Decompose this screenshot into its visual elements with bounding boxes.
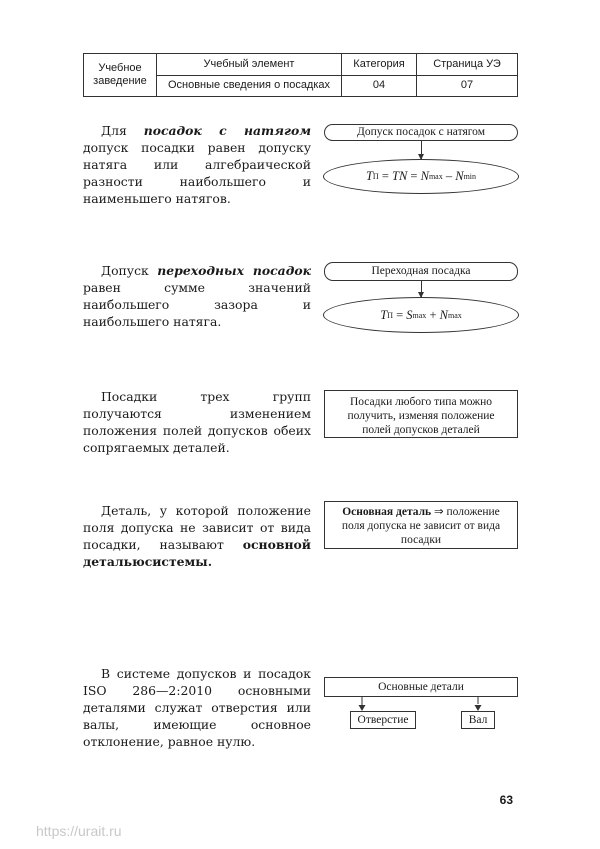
section4-term: основной детальюсистемы. [83,537,311,569]
category-label: Категория [342,54,417,76]
institution-cell: Учебное заведение [84,54,157,97]
section5-child-shaft: Вал [461,711,495,729]
watermark: https://urait.ru [36,823,122,839]
section5-child-hole: Отверстие [350,711,416,729]
page-number: 63 [499,793,513,807]
page-label: Страница УЭ [417,54,518,76]
section2-box: Переходная посадка [324,262,518,281]
section4-box-term: Основная деталь [342,506,432,518]
page-value: 07 [417,75,518,97]
section2-text: Допуск переходных посадок равен сумме значений наибольшего зазора и наибольшего натяга. [83,263,311,329]
element-label: Учебный элемент [157,54,342,76]
element-value: Основные сведения о посадках [157,75,342,97]
section3-box: Посадки любого типа можно получить, изменяя положение полей допусков деталей [324,390,518,438]
section1-box: Допуск посадок с натягом [324,124,518,141]
section2-formula: T П = S max + N max [323,297,519,333]
section5-text: В системе допусков и посадок ISO 286—2:2010 основными деталями служат отверстия или валы, имеющие основное отклонение, равное нулю. [83,666,311,749]
section2-term: переходных посадок [157,263,311,278]
category-value: 04 [342,75,417,97]
section4-box: Основная деталь ⇒ положение поля допуска не зависит от вида посадки [324,501,518,549]
section4-text: Деталь, у которой положение поля допуска не зависит от вида посадки, называют основной детальюсистемы. [83,503,311,569]
section3-text: Посадки трех групп получаются изменением положения полей допусков обеих сопрягаемых деталей. [83,389,311,455]
section1-formula: T П = TN = N max – N min [323,159,519,194]
section1-text: Для посадок с натягом допуск посадки равен допуску натяга или алгебраической разности наибольшего и наименьшего натягов. [83,123,311,206]
section1-term: посадок с натягом [143,123,311,138]
section5-box: Основные детали [324,677,518,697]
